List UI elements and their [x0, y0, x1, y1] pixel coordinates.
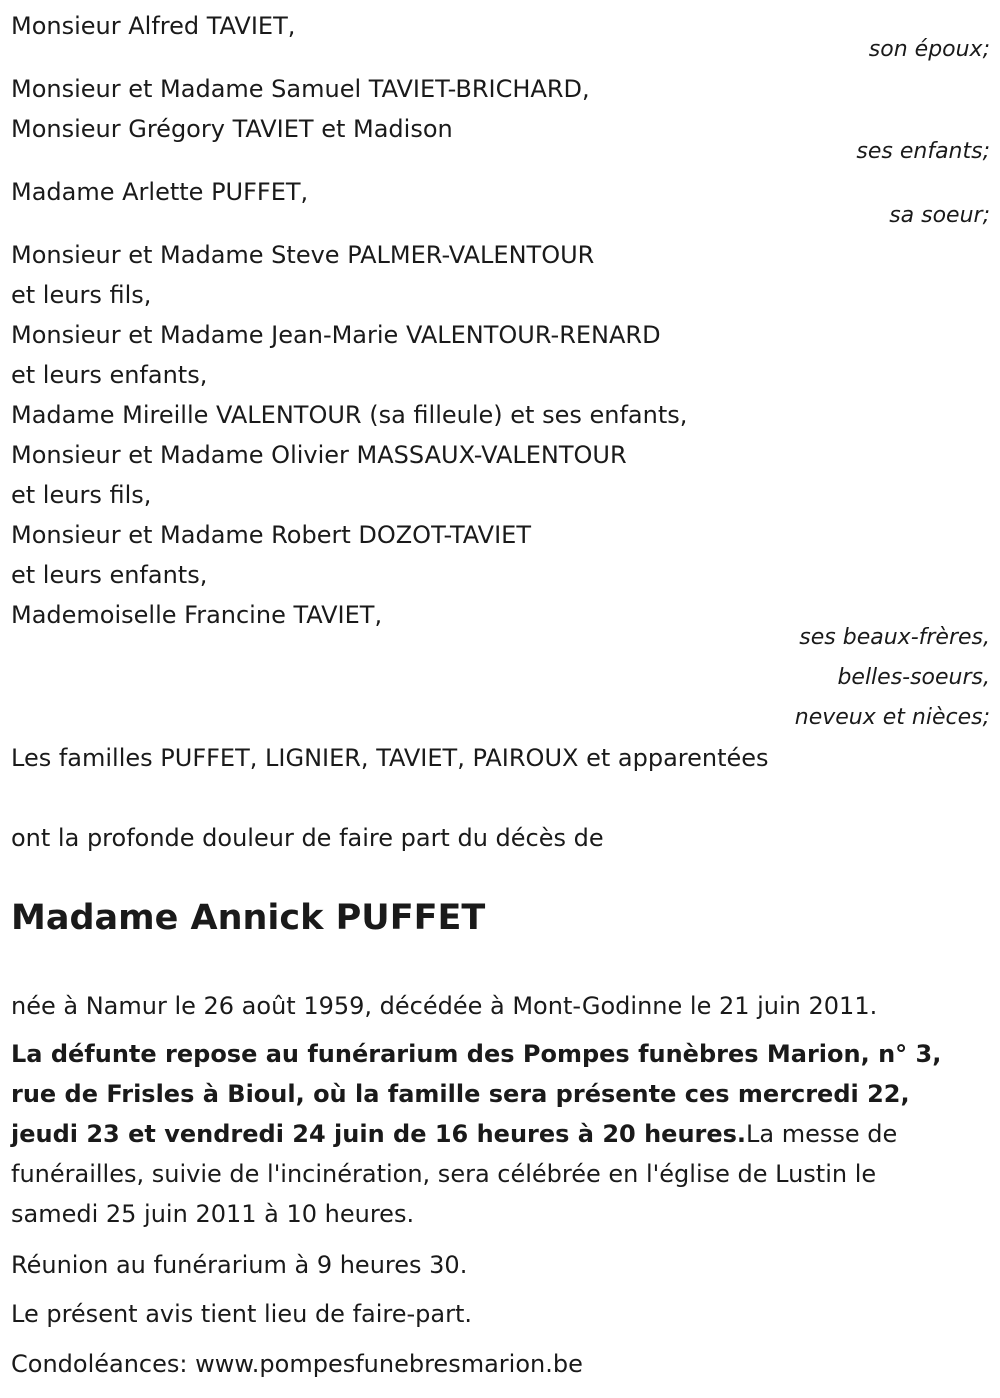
in-laws-role: belles-soeurs, — [837, 665, 990, 690]
spouse-name: Monsieur Alfred TAVIET, — [11, 12, 296, 40]
in-law-line: et leurs fils, — [11, 481, 152, 509]
sister-role: sa soeur; — [889, 203, 990, 228]
in-law-line: et leurs enfants, — [11, 361, 208, 389]
in-law-line: Mademoiselle Francine TAVIET, — [11, 601, 383, 629]
announcement: ont la profonde douleur de faire part du décès de — [11, 824, 604, 852]
sister-name: Madame Arlette PUFFET, — [11, 178, 309, 206]
in-law-line: et leurs fils, — [11, 281, 152, 309]
child-name: Monsieur et Madame Samuel TAVIET-BRICHARD, — [11, 75, 590, 103]
in-laws-role: neveux et nièces; — [794, 705, 990, 730]
in-law-line: Monsieur et Madame Jean-Marie VALENTOUR-RENARD — [11, 321, 661, 349]
deceased-name: Madame Annick PUFFET — [11, 898, 486, 938]
children-role: ses enfants; — [856, 139, 990, 164]
mass-details: La messe de funérailles, suivie de l'incinération, sera célébrée en l'église de Lustin le samedi 25 juin 2011 à 10 heures. — [11, 1120, 898, 1228]
child-name: Monsieur Grégory TAVIET et Madison — [11, 115, 453, 143]
meeting-info: Réunion au funérarium à 9 heures 30. — [11, 1251, 468, 1279]
in-law-line: Monsieur et Madame Olivier MASSAUX-VALENTOUR — [11, 441, 627, 469]
families-line: Les familles PUFFET, LIGNIER, TAVIET, PAIROUX et apparentées — [11, 744, 769, 772]
in-laws-role: ses beaux-frères, — [799, 625, 990, 650]
notice: Le présent avis tient lieu de faire-part. — [11, 1300, 473, 1328]
in-law-line: Monsieur et Madame Robert DOZOT-TAVIET — [11, 521, 531, 549]
in-law-line: et leurs enfants, — [11, 561, 208, 589]
in-law-line: Madame Mireille VALENTOUR (sa filleule) et ses enfants, — [11, 401, 688, 429]
condolences: Condoléances: www.pompesfunebresmarion.be — [11, 1350, 583, 1378]
in-law-line: Monsieur et Madame Steve PALMER-VALENTOUR — [11, 241, 595, 269]
birth-death: née à Namur le 26 août 1959, décédée à Mont-Godinne le 21 juin 2011. — [11, 992, 878, 1020]
funeral-details — [11, 1034, 971, 1234]
spouse-role: son époux; — [868, 37, 990, 62]
funerarium-details: La défunte repose au funérarium des Pompes funèbres Marion, n° 3, rue de Frisles à Bioul, où la famille sera présente ces mercredi 22, jeudi 23 et vendredi 24 juin de 16 heures à 20 heures. — [11, 1040, 942, 1148]
